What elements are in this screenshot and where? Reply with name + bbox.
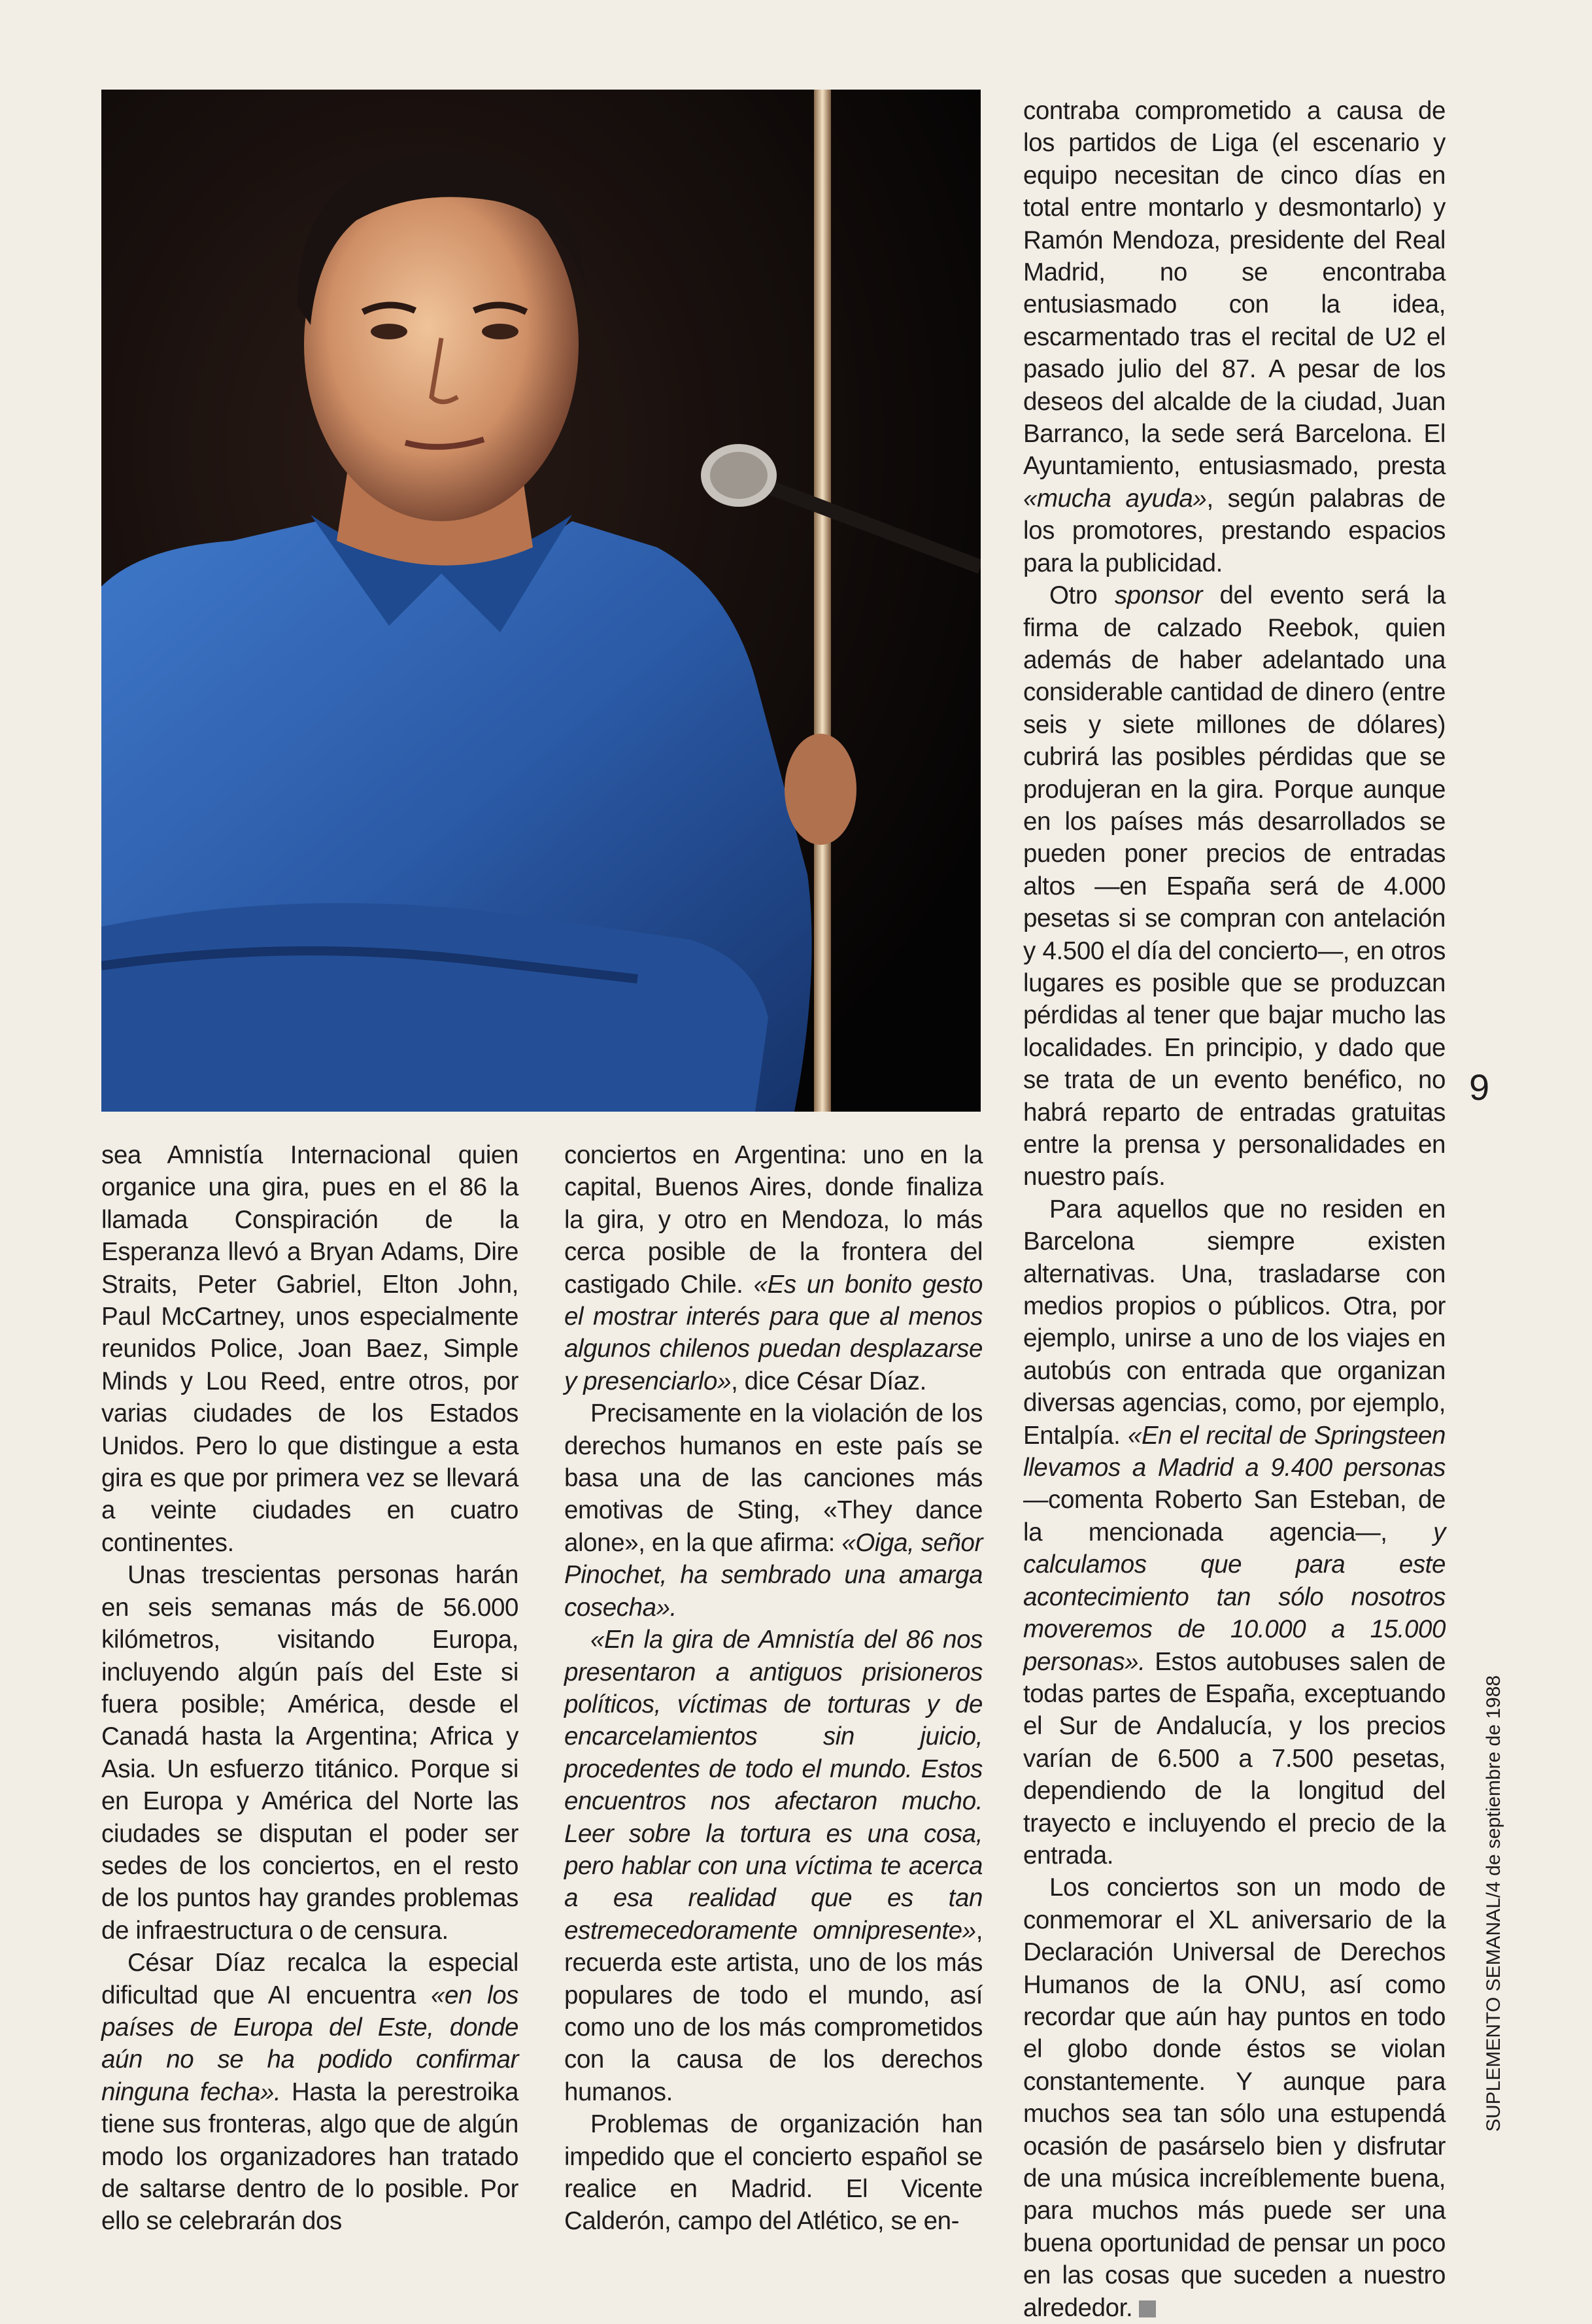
text-run: , según palabras de los promotores, prestando espacios para la publicidad.	[1023, 484, 1446, 577]
text-run: Los conciertos son un modo de conmemorar el XL aniversario de la Declaración Universal de Derechos Humanos de la ONU, así como recordar que aún hay puntos en todo el globo donde éstos se violan constantemente. Y aunque para muchos sea tan sólo una estupendá ocasión de pasárselo bien y disfrutar de una música increíblemente buena, para muchos más puede ser una buena oportunidad de pensar un poco en las cosas que suceden a nuestro alrededor.	[1023, 1873, 1446, 2322]
text-run: , recuerda este artista, uno de los más populares de todo el mundo, así como uno de los más comprometidos con la causa de los derechos humanos.	[564, 1916, 983, 2106]
text-run: Otro	[1049, 581, 1115, 610]
text-run: Estos autobuses salen de todas partes de España, exceptuando el Sur de Andalucía, y los precios varían de 6.500 a 7.500 pesetas, dependiendo de la longitud del trayecto e incluyendo el precio de la entrada.	[1023, 1647, 1446, 1870]
page-number: 9	[1469, 1067, 1490, 1108]
quote-text: «En la gira de Amnistía del 86 nos presentaron a antiguos prisioneros políticos, víctimas de torturas y de encarcelamientos sin juicio, procedentes de todo el mundo. Estos encuentros nos afectaron mucho. Leer sobre la tortura es una cosa, pero hablar con una víctima te acerca a esa realidad que es tan estremecedoramente omnipresente»	[564, 1626, 983, 1945]
quote-text: «mucha ayuda»	[1023, 484, 1207, 513]
quote-text: «Oiga, señor Pinochet, ha sembrado una amarga cosecha».	[564, 1528, 983, 1622]
quote-text: «Es un bonito gesto el mostrar interés para que al menos algunos chilenos puedan desplazarse y presenciarlo»	[564, 1270, 983, 1395]
photo-illustration	[101, 90, 981, 1112]
publication-footer: SUPLEMENTO SEMANAL/4 de septiembre de 1988	[1483, 1675, 1504, 2132]
text-run: conciertos en Argentina: uno en la capital, Buenos Aires, donde finaliza la gira, y otro en Mendoza, lo más cerca posible de la frontera del castigado Chile.	[564, 1141, 983, 1299]
text-run: Problemas de organización han impedido que el concierto español se realice en Madrid. El Vicente Calderón, campo del Atlético, se en-	[564, 2110, 983, 2236]
text-run: Precisamente en la violación de los derechos humanos en este país se basa una de las canciones más emotivas de Sting, «They dance alone», en la que afirma:	[564, 1399, 983, 1557]
text-run: Para aquellos que no residen en Barcelona siempre existen alternativas. Una, trasladarse con medios propios o públicos. Otra, por ejemplo, unirse a uno de los viajes en autobús con entrada que organizan diversas agencias, como, por ejemplo, Entalpía.	[1023, 1195, 1446, 1450]
text-run: sea Amnistía Internacional quien organice una gira, pues en el 86 la llamada Conspiración de la Esperanza llevó a Bryan Adams, Dire Straits, Peter Gabriel, Elton John, Paul McCartney, unos especialmente reunidos Police, Joan Baez, Simple Minds y Lou Reed, entre otros, por varias ciudades de los Estados Unidos. Pero lo que distingue a esta gira es que por primera vez se llevará a veinte ciudades en cuatro continentes.	[101, 1141, 518, 1557]
text-run: Hasta la perestroika tiene sus fronteras, algo que de algún modo los organizadores han tratado de saltarse dentro de lo posible. Por ello se celebrarán dos	[101, 2077, 518, 2236]
text-run: César Díaz recalca la especial dificultad que AI encuentra	[101, 1949, 518, 2009]
italic-term: sponsor	[1114, 581, 1202, 610]
end-of-article-mark	[1139, 2300, 1156, 2317]
quote-text: «En el recital de Springsteen llevamos a Madrid a 9.400 personas	[1023, 1421, 1446, 1482]
text-run: —comenta Roberto San Esteban, de la mencionada agencia—,	[1023, 1486, 1446, 1546]
article-column-left	[101, 1139, 518, 2238]
text-run: del evento será la firma de calzado Reebok, quien además de haber adelantado una considerable cantidad de dinero (entre seis y siete millones de dólares) cubrirá las posibles pérdidas que se produjeran en la gira. Porque aunque en los países más desarrollados se pueden poner precios de entradas altos —en España será de 4.000 pesetas si se compran con antelación y 4.500 el día del concierto—, en otros lugares es posible que se produzcan pérdidas al tener que bajar mucho las localidades. En principio, y dado que se trata de un evento benéfico, no habrá reparto de entradas gratuitas entre la prensa y personalidades en nuestro país.	[1023, 581, 1446, 1191]
text-run: Unas trescientas personas harán en seis semanas más de 56.000 kilómetros, visitando Europa, incluyendo algún país del Este si fuera posible; América, desde el Canadá hasta la Argentina; Africa y Asia. Un esfuerzo titánico. Porque si en Europa y América del Norte las ciudades se disputan el poder ser sedes de los conciertos, en el resto de los puntos hay grandes problemas de infraestructura o de censura.	[101, 1561, 518, 1945]
article-column-middle	[564, 1139, 983, 2238]
text-run: , dice César Díaz.	[731, 1367, 926, 1395]
concert-photo	[101, 90, 981, 1112]
quote-text: y calculamos que para este acontecimiento tan sólo nosotros moveremos de 10.000 a 15.000 personas».	[1023, 1518, 1446, 1676]
text-run: contraba comprometido a causa de los partidos de Liga (el escenario y equipo necesitan de cinco días en total entre montarlo y desmontarlo) y Ramón Mendoza, presidente del Real Madrid, no se encontraba entusiasmado con la idea, escarmentado tras el recital de U2 el pasado julio del 87. A pesar de los deseos del alcalde de la ciudad, Juan Barranco, la sede será Barcelona. El Ayuntamiento, entusiasmado, presta	[1023, 97, 1446, 481]
article-column-right	[1023, 95, 1446, 2324]
quote-text: «en los países de Europa del Este, donde aún no se ha podido confirmar ninguna fecha».	[101, 1981, 518, 2106]
